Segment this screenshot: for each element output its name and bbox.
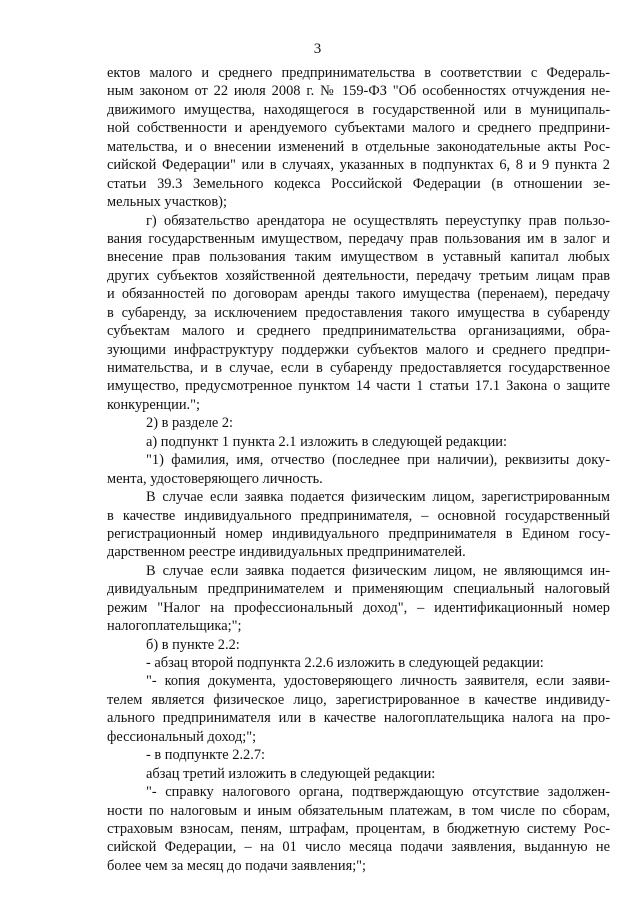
text-line: и обязанностей по договорам аренды такого имущества (перенаем), передачу bbox=[107, 286, 610, 303]
text-line: "- копия документа, удостоверяющего личность заявителя, если заяви- bbox=[146, 673, 610, 690]
text-line: внесение прав пользования таким имуществом в уставный капитал любых bbox=[107, 249, 610, 266]
text-line: режим "Налог на профессиональный доход", – идентификационный номер bbox=[107, 599, 610, 616]
text-line: ной собственности и арендуемого субъектами малого и среднего предприни- bbox=[107, 120, 610, 137]
text-line: "- справку налогового органа, подтверждающую отсутствие задолжен- bbox=[146, 784, 610, 801]
text-line: налогоплательщика;"; bbox=[107, 618, 242, 635]
page-number: 3 bbox=[313, 41, 322, 57]
text-line: дарственном реестре индивидуальных предпринимателей. bbox=[107, 544, 466, 561]
text-line: абзац третий изложить в следующей редакции: bbox=[146, 765, 436, 782]
text-line: в качестве индивидуального предпринимателя, – основной государственный bbox=[107, 507, 610, 524]
text-line: нимательства, и в случае, если в субаренду предоставляется государственное bbox=[107, 360, 610, 376]
text-line: статьи 39.3 Земельного кодекса Российской Федерации (в отношении зе- bbox=[107, 175, 610, 192]
text-line: мельных участков); bbox=[107, 194, 227, 211]
text-line: страховым взносам, пеням, штрафам, процентам, в бюджетную систему Рос- bbox=[107, 820, 610, 837]
text-line: а) подпункт 1 пункта 2.1 изложить в следующей редакции: bbox=[146, 433, 507, 450]
text-line: сийской Федерации, – на 01 число месяца подачи заявления, выданную не bbox=[107, 839, 610, 856]
text-line: более чем за месяц до подачи заявления;"; bbox=[107, 857, 367, 874]
text-line: других субъектов хозяйственной деятельности, передачу третьим лицам прав bbox=[107, 267, 610, 284]
text-line: регистрационный номер индивидуального предпринимателя в Едином госу- bbox=[107, 525, 610, 542]
text-line: г) обязательство арендатора не осуществлять переуступку прав пользо- bbox=[146, 212, 610, 229]
text-line: движимого имущества, находящегося в государственной или в муниципаль- bbox=[107, 101, 610, 118]
text-line: фессиональный доход;"; bbox=[107, 728, 257, 745]
text-line: В случае если заявка подается физическим лицом, зарегистрированным bbox=[146, 489, 610, 506]
document-body bbox=[107, 64, 610, 875]
text-line: телем является физическое лицо, зарегистрированное в качестве индивиду- bbox=[107, 691, 610, 708]
text-line: в субаренду, за исключением предоставления такого имущества в субаренду bbox=[107, 304, 610, 321]
text-line: 2) в разделе 2: bbox=[146, 415, 234, 432]
text-line: сийской Федерации" или в случаях, указанных в подпунктах 6, 8 и 9 пункта 2 bbox=[107, 157, 610, 174]
text-line: дивидуальным предпринимателем и применяющим специальный налоговый bbox=[107, 581, 610, 598]
text-line: ектов малого и среднего предпринимательства в соответствии с Федераль- bbox=[107, 65, 610, 81]
text-line: зующими инфраструктуру поддержки субъектов малого и среднего предпри- bbox=[107, 341, 610, 358]
text-line: вания государственным имуществом, передачу прав пользования им в залог и bbox=[107, 230, 610, 247]
text-line: имущество, предусмотренное пунктом 14 части 1 статьи 17.1 Закона о защите bbox=[107, 378, 610, 395]
text-line: ального предпринимателя или в качестве налогоплательщика налога на про- bbox=[107, 710, 610, 727]
text-line: ности по налоговым и иным обязательным платежам, в том числе по сборам, bbox=[107, 802, 610, 819]
text-line: "1) фамилия, имя, отчество (последнее при наличии), реквизиты доку- bbox=[146, 452, 610, 469]
text-line: субъектам малого и среднего предпринимательства организациями, обра- bbox=[107, 323, 610, 340]
text-line: - в подпункте 2.2.7: bbox=[146, 747, 266, 764]
text-line: - абзац второй подпункта 2.2.6 изложить в следующей редакции: bbox=[146, 655, 544, 671]
text-line: мательства, и о внесении изменений в отдельные законодательные акты Рос- bbox=[107, 138, 610, 155]
text-line: В случае если заявка подается физическим лицом, не являющимся ин- bbox=[146, 562, 610, 579]
text-line: б) в пункте 2.2: bbox=[146, 636, 240, 653]
text-line: ным законом от 22 июля 2008 г. № 159-ФЗ "Об особенностях отчуждения не- bbox=[107, 83, 610, 100]
text-line: конкуренции."; bbox=[107, 396, 200, 413]
text-line: мента, удостоверяющего личность. bbox=[107, 470, 323, 487]
